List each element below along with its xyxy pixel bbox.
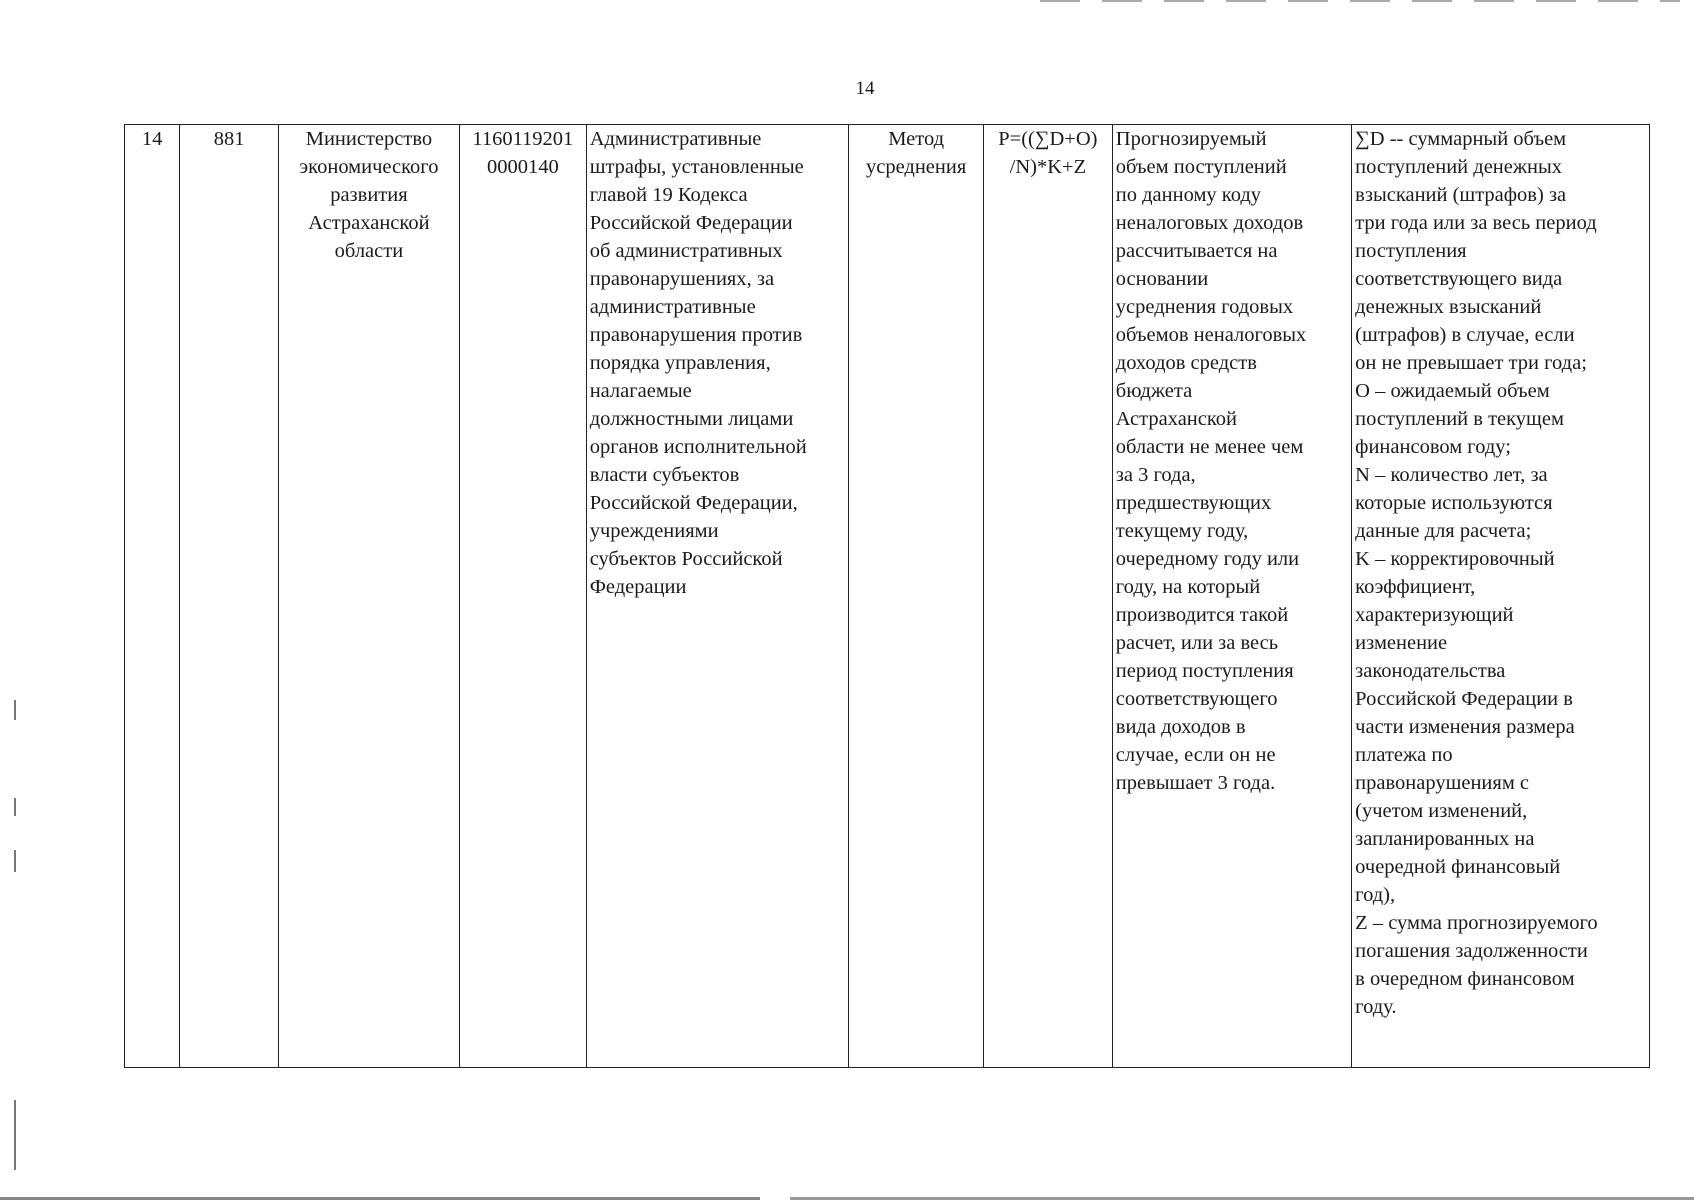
revenue-name-cell: Административные штрафы, установленные главой 19 Кодекса Российской Федерации об административных правонарушениях, за административные правонарушения против порядка управления, налагаемые должностными лицами органов исполнительной власти субъектов Российской Федерации, учреждениями субъектов Российской Федерации [586,125,849,1068]
formula-cell: P=((∑D+O) /N)*K+Z [984,125,1113,1068]
revenue-method-table [124,124,1650,1068]
scan-artifact-left [14,850,16,872]
method-cell: Метод усреднения [849,125,984,1068]
scan-artifact-top [1040,0,1680,2]
scan-artifact-left [14,1100,16,1170]
row-number-cell: 14 [125,125,180,1068]
scan-artifact-left [14,798,16,816]
table-row [125,125,1650,1068]
revenue-code-cell: 1160119201 0000140 [459,125,586,1068]
page-number: 14 [855,78,875,99]
admin-code-cell: 881 [180,125,279,1068]
administrator-name-cell: Министерство экономического развития Астраханской области [278,125,459,1068]
indicator-description-cell: ∑D -- суммарный объем поступлений денежных взысканий (штрафов) за три года или за весь период поступления соответствующего вида денежных взысканий (штрафов) в случае, если он не превышает три года; O – ожидаемый объем поступлений в текущем финансовом году; N – количество лет, за которые используются данные для расчета; K – корректировочный коэффициент, характеризующий изменение законодательства Российской Федерации в части изменения размера платежа по правонарушениям с (учетом изменений, запланированных на очередной финансовый год), Z – сумма прогнозируемого погашения задолженности в очередном финансовом году. [1352,125,1650,1068]
scan-artifact-left [14,700,16,720]
algorithm-description-cell: Прогнозируемый объем поступлений по данному коду неналоговых доходов рассчитывается на основании усреднения годовых объемов неналоговых доходов средств бюджета Астраханской области не менее чем за 3 года, предшествующих текущему году, очередному году или году, на который производится такой расчет, или за весь период поступления соответствующего вида доходов в случае, если он не превышает 3 года. [1112,125,1351,1068]
